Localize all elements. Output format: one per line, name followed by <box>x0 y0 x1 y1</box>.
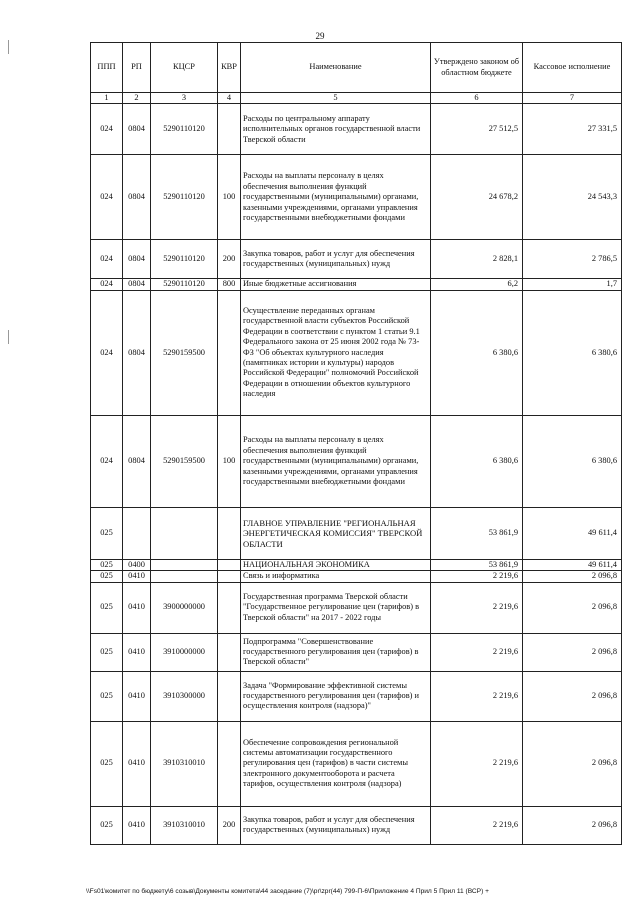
cell-name: Закупка товаров, работ и услуг для обеспечения государственных (муниципальных) нужд <box>241 240 431 279</box>
table-row <box>91 671 622 721</box>
cell-cash: 2 096,8 <box>523 806 622 844</box>
cell-cash: 49 611,4 <box>523 559 622 570</box>
cell-name: Задача "Формирование эффективной системы государственного регулирования цен (тарифов) и осуществления контроля (надзора)" <box>241 671 431 721</box>
cell-cash: 24 543,3 <box>523 155 622 240</box>
cell-cash: 2 096,8 <box>523 633 622 671</box>
table-body <box>91 104 622 844</box>
cell-approved: 6,2 <box>431 279 523 290</box>
cell-name: Осуществление переданных органам государственной власти субъектов Российской Федерации в соответствии с пунктом 1 статьи 9.1 Федерального закона от 25 июня 2002 года № 73-ФЗ "Об объектах культурного наследия (памятниках истории и культуры) народов Российской Федерации" полномочий Российской Федерации в отношении объектов культурного наследия <box>241 290 431 415</box>
cell-rp: 0410 <box>123 582 151 633</box>
cell-cash: 2 096,8 <box>523 571 622 582</box>
cell-approved: 2 219,6 <box>431 582 523 633</box>
table-row <box>91 155 622 240</box>
column-index: 5 <box>241 93 431 104</box>
cell-rp: 0804 <box>123 104 151 155</box>
header-kvr: КВР <box>218 43 241 93</box>
cell-approved: 6 380,6 <box>431 290 523 415</box>
cell-rp: 0410 <box>123 571 151 582</box>
cell-name: Расходы по центральному аппарату исполнительных органов государственной власти Тверской области <box>241 104 431 155</box>
cell-name: Подпрограмма "Совершенствование государственного регулирования цен (тарифов) в Тверской области" <box>241 633 431 671</box>
cell-cash: 6 380,6 <box>523 415 622 507</box>
cell-kvr <box>218 571 241 582</box>
cell-name: Государственная программа Тверской области "Государственное регулирование цен (тарифов) в Тверской области" на 2017 - 2022 годы <box>241 582 431 633</box>
cell-kvr <box>218 721 241 806</box>
cell-ppp: 024 <box>91 290 123 415</box>
cell-kcsr: 5290110120 <box>151 240 218 279</box>
header-approved: Утверждено законом об областном бюджете <box>431 43 523 93</box>
column-index: 4 <box>218 93 241 104</box>
cell-ppp: 024 <box>91 279 123 290</box>
footer-file-path: \\Fs01\комитет по бюджету\6 созыв\Документы комитета\44 заседание (7)\pr\zpr(44) 799-П-6\Приложение 4 Прил 5 Прил 11 (ВСР) + <box>86 888 489 895</box>
header-cash: Кассовое исполнение <box>523 43 622 93</box>
cell-rp: 0804 <box>123 240 151 279</box>
cell-approved: 2 219,6 <box>431 633 523 671</box>
cell-kvr <box>218 633 241 671</box>
cell-approved: 2 219,6 <box>431 806 523 844</box>
table-row <box>91 240 622 279</box>
cell-kvr <box>218 290 241 415</box>
cell-rp: 0400 <box>123 559 151 570</box>
cell-kvr: 200 <box>218 240 241 279</box>
cell-cash: 2 096,8 <box>523 671 622 721</box>
header-kcsr: КЦСР <box>151 43 218 93</box>
header-rp: РП <box>123 43 151 93</box>
cell-ppp: 025 <box>91 806 123 844</box>
table-row <box>91 806 622 844</box>
binding-margin-mark <box>8 330 9 344</box>
cell-cash: 27 331,5 <box>523 104 622 155</box>
cell-kvr <box>218 559 241 570</box>
cell-name: Иные бюджетные ассигнования <box>241 279 431 290</box>
cell-ppp: 025 <box>91 559 123 570</box>
cell-cash: 49 611,4 <box>523 507 622 559</box>
cell-rp: 0410 <box>123 721 151 806</box>
cell-kcsr <box>151 571 218 582</box>
column-index-row <box>91 93 622 104</box>
cell-approved: 2 219,6 <box>431 721 523 806</box>
cell-kvr: 800 <box>218 279 241 290</box>
table-row <box>91 507 622 559</box>
cell-kvr: 100 <box>218 415 241 507</box>
cell-name: Расходы на выплаты персоналу в целях обеспечения выполнения функций государственными (муниципальными) органами, казенными учреждениями, органами управления государственными внебюджетными фондами <box>241 415 431 507</box>
cell-approved: 53 861,9 <box>431 507 523 559</box>
cell-cash: 2 096,8 <box>523 721 622 806</box>
cell-name: Связь и информатика <box>241 571 431 582</box>
cell-ppp: 025 <box>91 633 123 671</box>
cell-ppp: 025 <box>91 671 123 721</box>
cell-ppp: 025 <box>91 507 123 559</box>
cell-rp: 0804 <box>123 415 151 507</box>
cell-cash: 2 786,5 <box>523 240 622 279</box>
cell-name: ГЛАВНОЕ УПРАВЛЕНИЕ "РЕГИОНАЛЬНАЯ ЭНЕРГЕТИЧЕСКАЯ КОМИССИЯ" ТВЕРСКОЙ ОБЛАСТИ <box>241 507 431 559</box>
cell-kcsr: 5290159500 <box>151 290 218 415</box>
cell-ppp: 024 <box>91 104 123 155</box>
cell-kvr <box>218 582 241 633</box>
cell-kcsr: 3910000000 <box>151 633 218 671</box>
cell-kvr <box>218 671 241 721</box>
cell-ppp: 025 <box>91 582 123 633</box>
cell-approved: 2 219,6 <box>431 671 523 721</box>
cell-approved: 53 861,9 <box>431 559 523 570</box>
table-row <box>91 571 622 582</box>
cell-kvr <box>218 104 241 155</box>
cell-kcsr: 3910300000 <box>151 671 218 721</box>
cell-rp <box>123 507 151 559</box>
cell-kcsr: 3910310010 <box>151 721 218 806</box>
table-row <box>91 559 622 570</box>
cell-ppp: 024 <box>91 155 123 240</box>
table-row <box>91 104 622 155</box>
cell-rp: 0410 <box>123 671 151 721</box>
table-row <box>91 721 622 806</box>
column-index: 2 <box>123 93 151 104</box>
cell-ppp: 024 <box>91 415 123 507</box>
table-row <box>91 582 622 633</box>
cell-name: Расходы на выплаты персоналу в целях обеспечения выполнения функций государственными (муниципальными) органами, казенными учреждениями, органами управления государственными внебюджетными фондами <box>241 155 431 240</box>
cell-kcsr: 5290159500 <box>151 415 218 507</box>
column-index: 7 <box>523 93 622 104</box>
table-row <box>91 279 622 290</box>
column-index: 3 <box>151 93 218 104</box>
cell-cash: 2 096,8 <box>523 582 622 633</box>
binding-margin-mark <box>8 40 9 54</box>
page-number: 29 <box>315 31 325 41</box>
cell-kcsr: 5290110120 <box>151 104 218 155</box>
cell-kcsr: 3910310010 <box>151 806 218 844</box>
cell-name: Обеспечение сопровождения региональной системы автоматизации государственного регулирования цен (тарифов) в части системы электронного документооборота и расчета тарифов, осуществления контроля (надзора) <box>241 721 431 806</box>
cell-ppp: 024 <box>91 240 123 279</box>
header-name: Наименование <box>241 43 431 93</box>
cell-approved: 27 512,5 <box>431 104 523 155</box>
table-row <box>91 415 622 507</box>
header-row <box>91 43 622 93</box>
cell-approved: 2 828,1 <box>431 240 523 279</box>
budget-table <box>90 42 622 845</box>
cell-rp: 0410 <box>123 633 151 671</box>
cell-kvr: 200 <box>218 806 241 844</box>
cell-cash: 1,7 <box>523 279 622 290</box>
header-ppp: ППП <box>91 43 123 93</box>
cell-ppp: 025 <box>91 721 123 806</box>
cell-kcsr <box>151 559 218 570</box>
cell-ppp: 025 <box>91 571 123 582</box>
cell-approved: 6 380,6 <box>431 415 523 507</box>
cell-approved: 2 219,6 <box>431 571 523 582</box>
cell-cash: 6 380,6 <box>523 290 622 415</box>
table-row <box>91 633 622 671</box>
cell-rp: 0804 <box>123 290 151 415</box>
column-index: 6 <box>431 93 523 104</box>
cell-kvr: 100 <box>218 155 241 240</box>
table-row <box>91 290 622 415</box>
cell-rp: 0804 <box>123 279 151 290</box>
column-index: 1 <box>91 93 123 104</box>
cell-rp: 0410 <box>123 806 151 844</box>
cell-kcsr: 5290110120 <box>151 155 218 240</box>
cell-kcsr: 3900000000 <box>151 582 218 633</box>
cell-name: НАЦИОНАЛЬНАЯ ЭКОНОМИКА <box>241 559 431 570</box>
cell-kcsr: 5290110120 <box>151 279 218 290</box>
cell-approved: 24 678,2 <box>431 155 523 240</box>
cell-kvr <box>218 507 241 559</box>
cell-kcsr <box>151 507 218 559</box>
cell-name: Закупка товаров, работ и услуг для обеспечения государственных (муниципальных) нужд <box>241 806 431 844</box>
cell-rp: 0804 <box>123 155 151 240</box>
